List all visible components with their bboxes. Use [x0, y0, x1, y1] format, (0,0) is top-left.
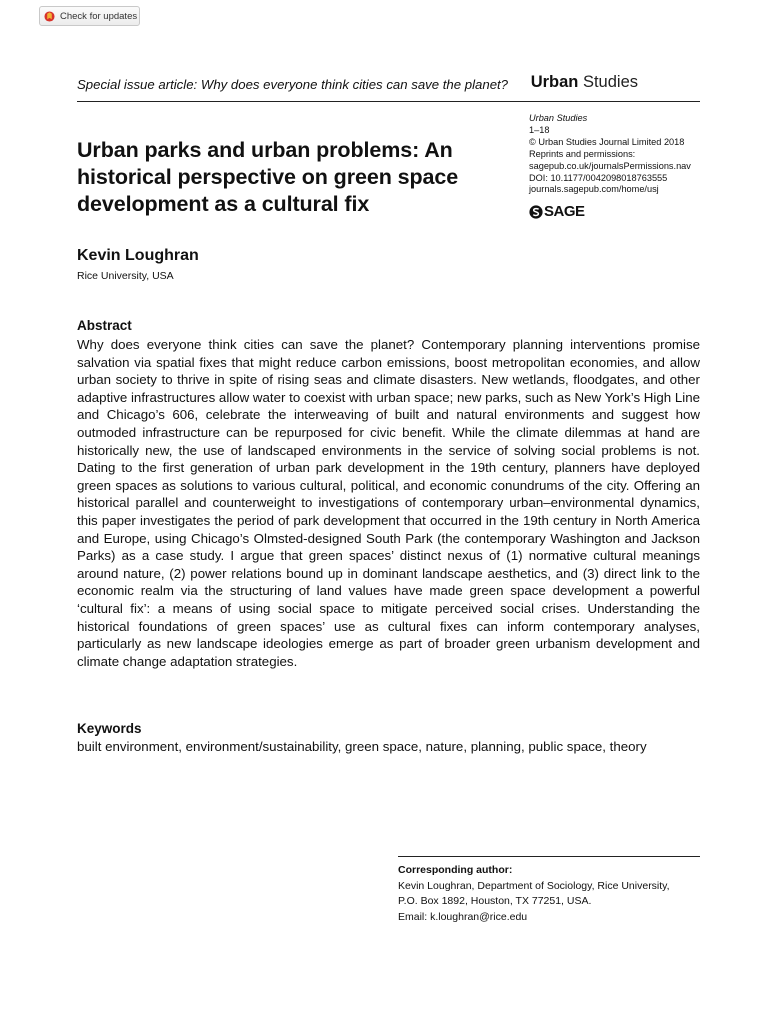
journal-logo	[531, 73, 638, 92]
article-metadata	[529, 113, 719, 196]
keywords-heading: Keywords	[77, 721, 142, 736]
meta-copyright: © Urban Studies Journal Limited 2018	[529, 136, 685, 147]
sage-wordmark: SAGE	[544, 203, 585, 220]
abstract-text: Why does everyone think cities can save the planet? Contemporary planning interventions promise salvation via spatial fixes that might reduce carbon emissions, boost metropolitan economies, and allow urban society to thrive in spite of rising seas and climate disasters. New wetlands, floodgates, and other adaptive infrastructures allow water to coexist with urban space; new parks, such as New York’s High Line and Chicago’s 606, celebrate the interweaving of built and natural environments and suggest how outmoded infrastructure can be repurposed for civic benefit. While the climate dilemmas at hand are historically new, the use of landscaped environments in the service of solving social problems is not. Dating to the first generation of urban park development in the 19th century, planners have deployed green spaces as solutions to various cultural, political, and economic conundrums of the city. Offering an historical parallel and counterweight to investigations of contemporary urban–environmental dynamics, this paper investigates the period of park development that occurred in the 19th century in North America and Europe, using Chicago’s Olmsted-designed South Park (the contemporary Washington and Jackson Parks) as a case study. I argue that green spaces’ distinct nexus of (1) normative cultural meanings around nature, (2) power relations bound up in dominant landscape aesthetics, and (3) direct link to the economic realm via the structuring of land values have made green space development a powerful ‘cultural fix’: a means of using social space to mitigate perceived social crises. Understanding the historical foundations of green spaces’ use as cultural fixes can inform contemporary analyses, particularly as new landscape ideologies emerge as part of broader green urbanism development and climate change adaptation strategies.	[77, 337, 700, 669]
author-name: Kevin Loughran	[77, 247, 199, 264]
abstract-heading: Abstract	[77, 318, 132, 333]
meta-reprints: Reprints and permissions:	[529, 148, 636, 159]
meta-permissions-url[interactable]: sagepub.co.uk/journalsPermissions.nav	[529, 160, 691, 171]
journal-logo-bold: Urban	[530, 73, 579, 91]
meta-journal-url[interactable]: journals.sagepub.com/home/usj	[529, 184, 659, 195]
check-for-updates-button[interactable]	[39, 6, 140, 26]
article-title: Urban parks and urban problems: An historical perspective on green space development as a cultural fix	[77, 138, 459, 216]
corresponding-line-2: P.O. Box 1892, Houston, TX 77251, USA.	[398, 895, 592, 908]
check-updates-icon	[44, 11, 55, 22]
journal-logo-light: Studies	[578, 73, 638, 91]
corresponding-email[interactable]: Email: k.loughran@rice.edu	[398, 910, 528, 923]
corresponding-author-block	[398, 856, 700, 925]
special-issue-label: Special issue article: Why does everyone think cities can save the planet?	[77, 77, 509, 92]
sage-mark-icon	[529, 205, 543, 219]
running-header	[77, 73, 700, 102]
meta-doi[interactable]: DOI: 10.1177/0042098018763555	[529, 172, 668, 183]
corresponding-line-1: Kevin Loughran, Department of Sociology, Rice University,	[398, 879, 670, 892]
author-affiliation: Rice University, USA	[77, 270, 174, 282]
keywords-text: built environment, environment/sustainability, green space, nature, planning, public space, theory	[77, 739, 647, 754]
meta-journal: Urban Studies	[529, 113, 588, 123]
meta-pages: 1–18	[529, 124, 550, 135]
sage-logo	[529, 203, 585, 220]
check-updates-label: Check for updates	[60, 10, 138, 22]
corresponding-heading: Corresponding author:	[398, 864, 513, 876]
